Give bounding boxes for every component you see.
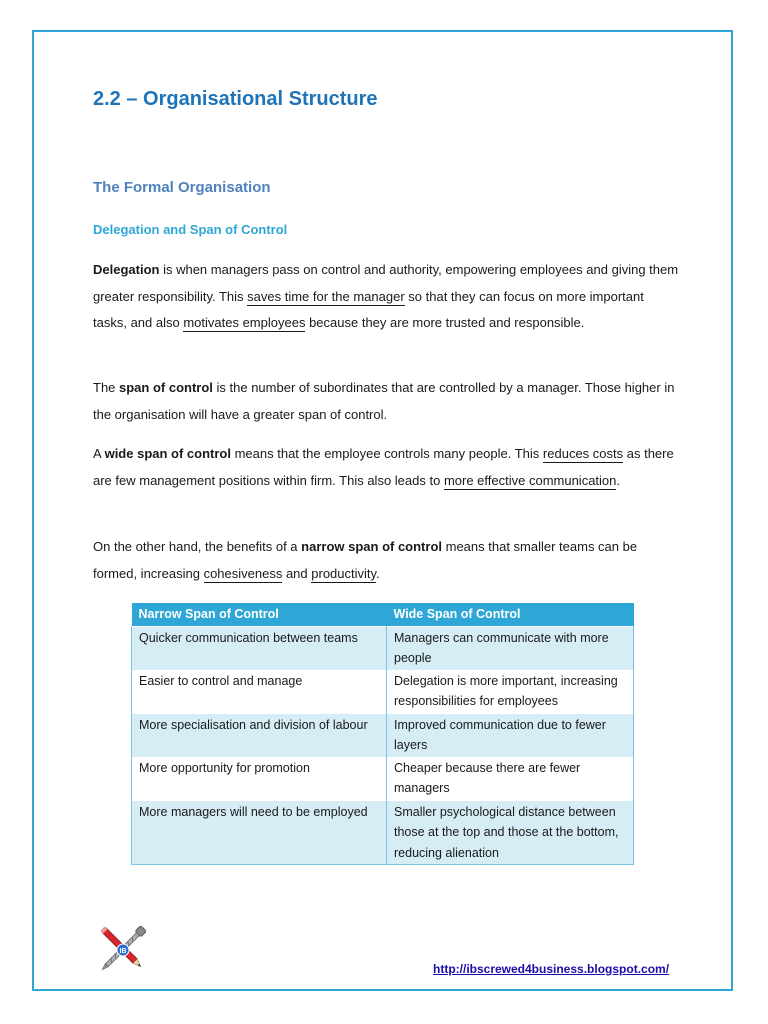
underlined-phrase: more effective communication bbox=[443, 472, 617, 488]
text-run: . bbox=[376, 565, 380, 581]
text-run: because they are more trusted and responsible. bbox=[305, 315, 585, 330]
text-run: means that the employee controls many people. This bbox=[230, 446, 543, 461]
paragraph-delegation bbox=[93, 257, 681, 337]
paragraph-span-of-control bbox=[93, 375, 681, 428]
table-cell: Delegation is more important, increasing responsibilities for employees bbox=[387, 670, 634, 714]
span-comparison-table bbox=[131, 603, 634, 865]
blog-link[interactable]: http://ibscrewed4business.blogspot.com/ bbox=[433, 962, 670, 976]
table-cell: Improved communication due to fewer layers bbox=[387, 713, 634, 757]
table-cell: Cheaper because there are fewer managers bbox=[387, 757, 634, 801]
table-row bbox=[132, 757, 634, 801]
table-cell: More specialisation and division of labour bbox=[132, 713, 387, 757]
paragraph-narrow-span bbox=[93, 534, 681, 587]
text-run: as there are few management positions within firm. This also leads to bbox=[93, 446, 674, 488]
column-header-narrow: Narrow Span of Control bbox=[132, 603, 387, 626]
paragraph-wide-span bbox=[93, 441, 681, 494]
underlined-phrase: productivity bbox=[311, 565, 377, 581]
text-run: is the number of subordinates that are controlled by a manager. Those higher in the organisation will have a greater span of control. bbox=[93, 380, 675, 422]
table-row bbox=[132, 713, 634, 757]
column-header-wide: Wide Span of Control bbox=[387, 603, 634, 626]
term-narrow-span: narrow span of control bbox=[301, 539, 442, 554]
subsection-title: The Formal Organisation bbox=[93, 179, 271, 196]
table-header-row bbox=[132, 603, 634, 626]
text-run: means that smaller teams can be formed, increasing bbox=[93, 539, 638, 581]
table-cell: Managers can communicate with more people bbox=[387, 626, 634, 670]
section-title: 2.2 – Organisational Structure bbox=[93, 88, 378, 110]
table-cell: More opportunity for promotion bbox=[132, 757, 387, 801]
table-cell: More managers will need to be employed bbox=[132, 800, 387, 865]
underlined-phrase: reduces costs bbox=[542, 446, 624, 461]
table-row bbox=[132, 800, 634, 865]
logo-text: IB bbox=[119, 948, 127, 955]
underlined-phrase: cohesiveness bbox=[203, 565, 283, 581]
screw-pencil-cross-icon bbox=[92, 918, 154, 980]
table-cell: Smaller psychological distance between those at the top and those at the bottom, reducing alienation bbox=[387, 800, 634, 865]
term-wide-span: wide span of control bbox=[104, 446, 231, 461]
underlined-phrase: motivates employees bbox=[183, 315, 306, 330]
table-cell: Quicker communication between teams bbox=[132, 626, 387, 670]
text-run: The bbox=[93, 380, 120, 395]
term-delegation: Delegation bbox=[93, 262, 160, 277]
text-run: and bbox=[282, 565, 312, 581]
table-row bbox=[132, 626, 634, 670]
text-run: is when managers pass on control and authority, empowering employees and giving them greater responsibility. This bbox=[93, 262, 679, 304]
underlined-phrase: saves time for the manager bbox=[247, 288, 405, 304]
text-run: A bbox=[93, 446, 105, 461]
table-cell: Easier to control and manage bbox=[132, 670, 387, 714]
text-run: . bbox=[616, 472, 621, 488]
table-row bbox=[132, 670, 634, 714]
term-span-of-control: span of control bbox=[119, 380, 213, 395]
text-run: On the other hand, the benefits of a bbox=[93, 539, 302, 554]
topic-title: Delegation and Span of Control bbox=[93, 222, 288, 237]
text-run: so that they can focus on more important tasks, and also bbox=[93, 288, 644, 330]
